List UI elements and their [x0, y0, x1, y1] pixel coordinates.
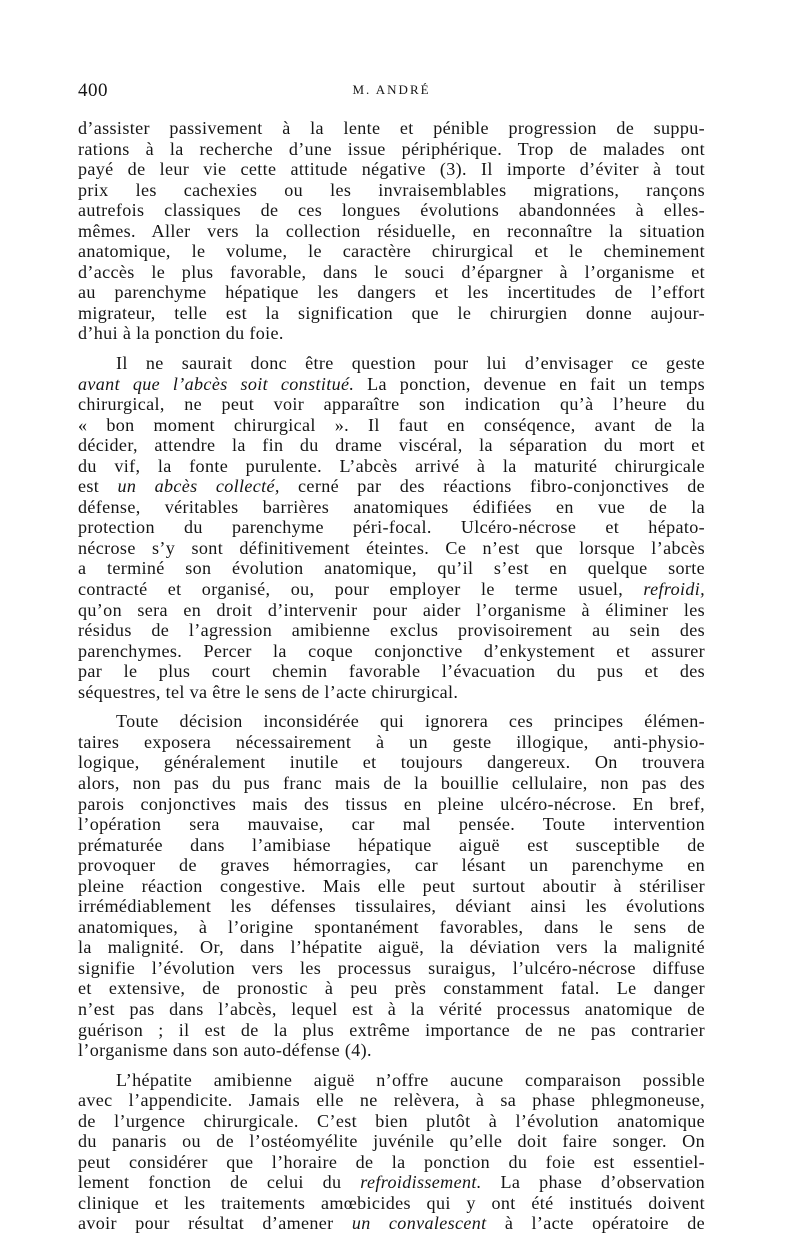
text-segment: et extensive, de pronostic à peu près constamment fatal. Le danger	[78, 978, 705, 999]
text-segment: d’hui à la ponction du foie.	[78, 323, 284, 344]
text-segment: nécrose s’y sont définitivement éteintes. Ce n’est que lorsque l’abcès	[78, 537, 705, 558]
text-segment: payé de leur vie cette attitude négative (3). Il importe d’éviter à tout	[78, 159, 705, 180]
text-line	[78, 835, 705, 856]
text-line	[78, 558, 705, 579]
text-segment: irrémédiablement les défenses tissulaires, déviant ainsi les évolutions	[78, 896, 705, 917]
text-line	[78, 752, 705, 773]
text-line	[78, 303, 705, 324]
text-line	[78, 374, 705, 395]
text-segment: chirurgical, ne peut voir apparaître son indication qu’à l’heure du	[78, 394, 705, 415]
text-segment: parenchymes. Percer la coque conjonctive d’enkystement et assurer	[78, 640, 705, 661]
text-line	[78, 732, 705, 753]
text-line	[78, 241, 705, 262]
text-segment: logique, généralement inutile et toujours dangereux. On trouvera	[78, 752, 705, 773]
text-line	[78, 415, 705, 436]
text-segment: prématurée dans l’amibiase hépatique aiguë est susceptible de	[78, 834, 705, 855]
text-segment: a terminé son évolution anatomique, qu’il s’est en quelque sorte	[78, 558, 705, 579]
text-segment: « bon moment chirurgical ». Il faut en conséqence, avant de la	[78, 414, 705, 435]
text-segment: taires exposera nécessairement à un geste illogique, anti-physio-	[78, 731, 705, 752]
text-line	[78, 600, 705, 621]
text-line	[78, 180, 705, 201]
text-line	[78, 139, 705, 160]
running-head: M. ANDRÉ	[352, 82, 431, 97]
text-line	[78, 456, 705, 477]
text-segment: avec l’appendicite. Jamais elle ne relèvera, à sa phase phlegmoneuse,	[78, 1090, 705, 1111]
text-line	[78, 435, 705, 456]
text-line	[78, 917, 705, 938]
text-segment: guérison ; il est de la plus extrême importance de ne pas contrarier	[78, 1019, 705, 1040]
text-segment: La ponction, devenue en fait un temps	[354, 373, 705, 394]
text-segment: décider, attendre la fin du drame viscéral, la séparation du mort et	[78, 435, 705, 456]
text-line	[78, 517, 705, 538]
text-segment: protection du parenchyme péri-focal. Ulcéro-nécrose et hépato-	[78, 517, 705, 538]
text-line	[78, 1020, 705, 1041]
text-segment: anatomiques, à l’origine spontanément favorables, dans le sens de	[78, 916, 705, 937]
text-segment: avoir pour résultat d’amener	[78, 1213, 352, 1234]
text-line	[78, 958, 705, 979]
text-segment: L’hépatite amibienne aiguë n’offre aucune comparaison possible	[116, 1069, 705, 1090]
text-line	[78, 394, 705, 415]
text-line	[78, 1090, 705, 1111]
text-line	[78, 1040, 705, 1061]
paragraph	[78, 353, 705, 702]
text-segment: lement fonction de celui du	[78, 1172, 361, 1193]
text-segment: d’accès le plus favorable, dans le souci d’épargner à l’organisme et	[78, 261, 705, 282]
text-segment: du vif, la fonte purulente. L’abcès arrivé à la maturité chirurgicale	[78, 455, 705, 476]
italic-text: un convalescent	[351, 1213, 487, 1234]
page-header	[78, 80, 705, 110]
text-line	[78, 999, 705, 1020]
paragraph	[78, 118, 705, 344]
text-line	[78, 641, 705, 662]
text-line	[78, 794, 705, 815]
text-line	[78, 159, 705, 180]
text-segment: d’assister passivement à la lente et pénible progression de suppu-	[78, 118, 705, 138]
text-line	[78, 579, 705, 600]
text-segment: la malignité. Or, dans l’hépatite aiguë, la déviation vers la malignité	[78, 937, 705, 958]
text-segment: parois conjonctives mais des tissus en pleine ulcéro-nécrose. En bref,	[78, 793, 705, 814]
text-segment: peut considérer que l’horaire de la ponction du foie est essentiel-	[78, 1151, 705, 1172]
italic-text: refroidissement.	[360, 1172, 482, 1193]
text-line	[78, 876, 705, 897]
text-segment: provoquer de graves hémorragies, car lésant un parenchyme en	[78, 855, 705, 876]
text-line	[78, 497, 705, 518]
italic-text: refroidi,	[643, 579, 705, 600]
italic-text: avant que l’abcès soit constitué.	[78, 373, 355, 394]
text-segment: Il ne saurait donc être question pour lui d’envisager ce geste	[116, 353, 705, 374]
text-line	[78, 353, 705, 374]
text-segment: qu’on sera en droit d’intervenir pour aider l’organisme à éliminer les	[78, 599, 705, 620]
page-number: 400	[78, 80, 108, 101]
text-segment: défense, véritables barrières anatomiques édifiées en vue de la	[78, 496, 705, 517]
text-line	[78, 476, 705, 497]
text-line	[78, 323, 705, 344]
text-line	[78, 896, 705, 917]
text-segment: Toute décision inconsidérée qui ignorera ces principes élémen-	[116, 711, 705, 732]
text-line	[78, 620, 705, 641]
text-segment: résidus de l’agression amibienne exclus provisoirement au sein des	[78, 620, 705, 641]
text-segment: par le plus court chemin favorable l’évacuation du pus et des	[78, 661, 705, 682]
text-line	[78, 1131, 705, 1152]
text-segment: migrateur, telle est la signification que le chirurgien donne aujour-	[78, 302, 705, 323]
text-segment: rations à la recherche d’une issue périphérique. Trop de malades ont	[78, 138, 705, 159]
text-segment: cerné par des réactions fibro-conjonctives de	[279, 476, 705, 497]
text-segment: l’organisme dans son auto-défense (4).	[78, 1040, 372, 1061]
text-segment: contracté et organisé, ou, pour employer le terme usuel,	[78, 579, 644, 600]
text-line	[78, 118, 705, 139]
text-line	[78, 538, 705, 559]
italic-text: un abcès collecté,	[117, 476, 280, 497]
text-line	[78, 682, 705, 703]
text-line	[78, 221, 705, 242]
text-line	[78, 978, 705, 999]
text-segment: pleine réaction congestive. Mais elle peut surtout aboutir à stériliser	[78, 875, 705, 896]
text-line	[78, 814, 705, 835]
text-segment: alors, non pas du pus franc mais de la bouillie cellulaire, non pas des	[78, 772, 705, 793]
text-line	[78, 1070, 705, 1091]
text-line	[78, 1213, 705, 1234]
text-segment: clinique et les traitements amœbicides qui y ont été institués doivent	[78, 1192, 705, 1213]
text-line	[78, 200, 705, 221]
text-line	[78, 1193, 705, 1214]
paragraph	[78, 1070, 705, 1234]
text-line	[78, 855, 705, 876]
text-segment: est	[78, 476, 118, 497]
text-line	[78, 711, 705, 732]
text-line	[78, 937, 705, 958]
text-segment: La phase d’observation	[481, 1172, 705, 1193]
text-segment: mêmes. Aller vers la collection résiduelle, en reconnaître la situation	[78, 220, 705, 241]
text-line	[78, 282, 705, 303]
paragraph	[78, 711, 705, 1060]
text-line	[78, 1172, 705, 1193]
text-segment: anatomique, le volume, le caractère chirurgical et le cheminement	[78, 241, 705, 262]
text-line	[78, 773, 705, 794]
text-segment: prix les cachexies ou les invraisemblables migrations, rançons	[78, 179, 705, 200]
text-segment: à l’acte opératoire de	[486, 1213, 705, 1234]
text-segment: de l’urgence chirurgicale. C’est bien plutôt à l’évolution anatomique	[78, 1110, 705, 1131]
text-line	[78, 262, 705, 283]
text-segment: séquestres, tel va être le sens de l’acte chirurgical.	[78, 681, 459, 702]
text-segment: autrefois classiques de ces longues évolutions abandonnées à elles-	[78, 200, 705, 221]
text-segment: du panaris ou de l’ostéomyélite juvénile qu’elle doit faire songer. On	[78, 1131, 705, 1152]
text-line	[78, 661, 705, 682]
text-segment: l’opération sera mauvaise, car mal pensée. Toute intervention	[78, 814, 705, 835]
text-segment: n’est pas dans l’abcès, lequel est à la vérité processus anatomique de	[78, 998, 705, 1019]
body-text	[78, 118, 705, 1234]
text-line	[78, 1152, 705, 1173]
text-segment: au parenchyme hépatique les dangers et les incertitudes de l’effort	[78, 282, 705, 303]
text-line	[78, 1111, 705, 1132]
text-segment: signifie l’évolution vers les processus suraigus, l’ulcéro-nécrose diffuse	[78, 957, 705, 978]
